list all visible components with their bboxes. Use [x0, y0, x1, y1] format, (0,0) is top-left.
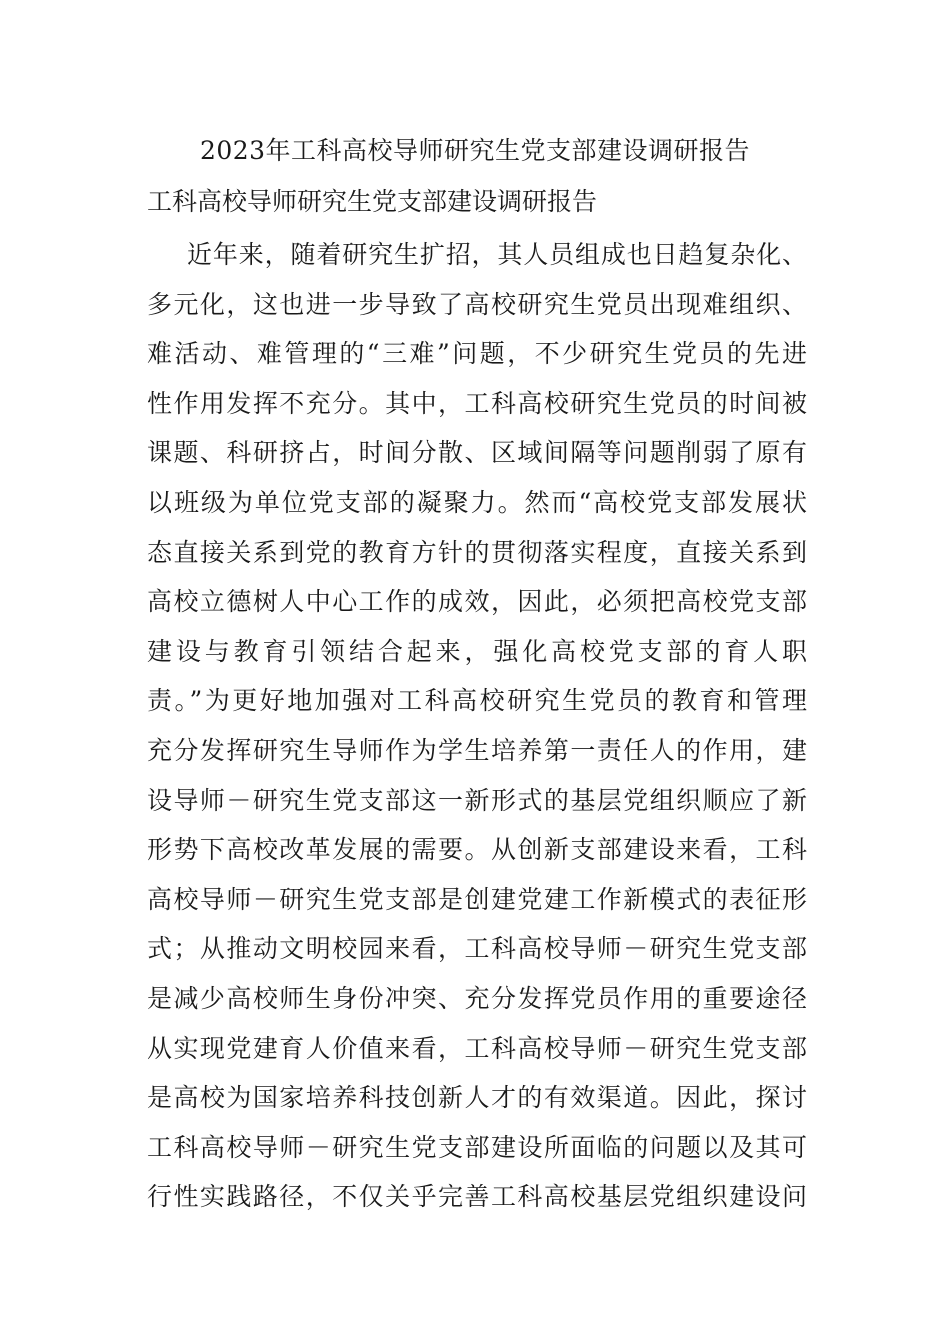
body-line: 设导师－研究生党支部这一新形式的基层党组织顺应了新: [147, 785, 807, 815]
document-title: 2023年工科高校导师研究生党支部建设调研报告: [199, 136, 751, 165]
body-line: 难活动、难管理的“三难”问题，不少研究生党员的先进: [147, 339, 807, 369]
body-line: 工科高校导师－研究生党支部建设所面临的问题以及其可: [147, 1132, 807, 1162]
body-line: 形势下高校改革发展的需要。从创新支部建设来看，工科: [147, 835, 807, 865]
body-line: 建设与教育引领结合起来，强化高校党支部的育人职: [147, 636, 807, 666]
body-line: 性作用发挥不充分。其中，工科高校研究生党员的时间被: [147, 388, 807, 418]
body-line: 高校立德树人中心工作的成效，因此，必须把高校党支部: [147, 587, 807, 617]
body-line: 充分发挥研究生导师作为学生培养第一责任人的作用，建: [147, 735, 807, 765]
body-line: 是减少高校师生身份冲突、充分发挥党员作用的重要途径: [147, 983, 807, 1013]
body-line: 高校导师－研究生党支部是创建党建工作新模式的表征形: [147, 884, 807, 914]
body-line: 多元化，这也进一步导致了高校研究生党员出现难组织、: [147, 289, 807, 319]
body-line: 行性实践路径，不仅关乎完善工科高校基层党组织建设问: [147, 1182, 807, 1212]
document-subtitle: 工科高校导师研究生党支部建设调研报告: [147, 187, 598, 216]
body-line: 态直接关系到党的教育方针的贯彻落实程度，直接关系到: [147, 537, 807, 567]
body-line: 责。”为更好地加强对工科高校研究生党员的教育和管理: [147, 686, 807, 716]
body-line: 课题、科研挤占，时间分散、区域间隔等问题削弱了原有: [147, 438, 807, 468]
body-paragraph: [147, 230, 807, 1222]
body-line: 近年来，随着研究生扩招，其人员组成也日趋复杂化、: [187, 240, 807, 269]
body-line: 是高校为国家培养科技创新人才的有效渠道。因此，探讨: [147, 1083, 807, 1113]
body-line: 以班级为单位党支部的凝聚力。然而“高校党支部发展状: [147, 487, 807, 517]
body-line: 式；从推动文明校园来看，工科高校导师－研究生党支部: [147, 934, 807, 964]
body-line: 从实现党建育人价值来看，工科高校导师－研究生党支部: [147, 1033, 807, 1063]
